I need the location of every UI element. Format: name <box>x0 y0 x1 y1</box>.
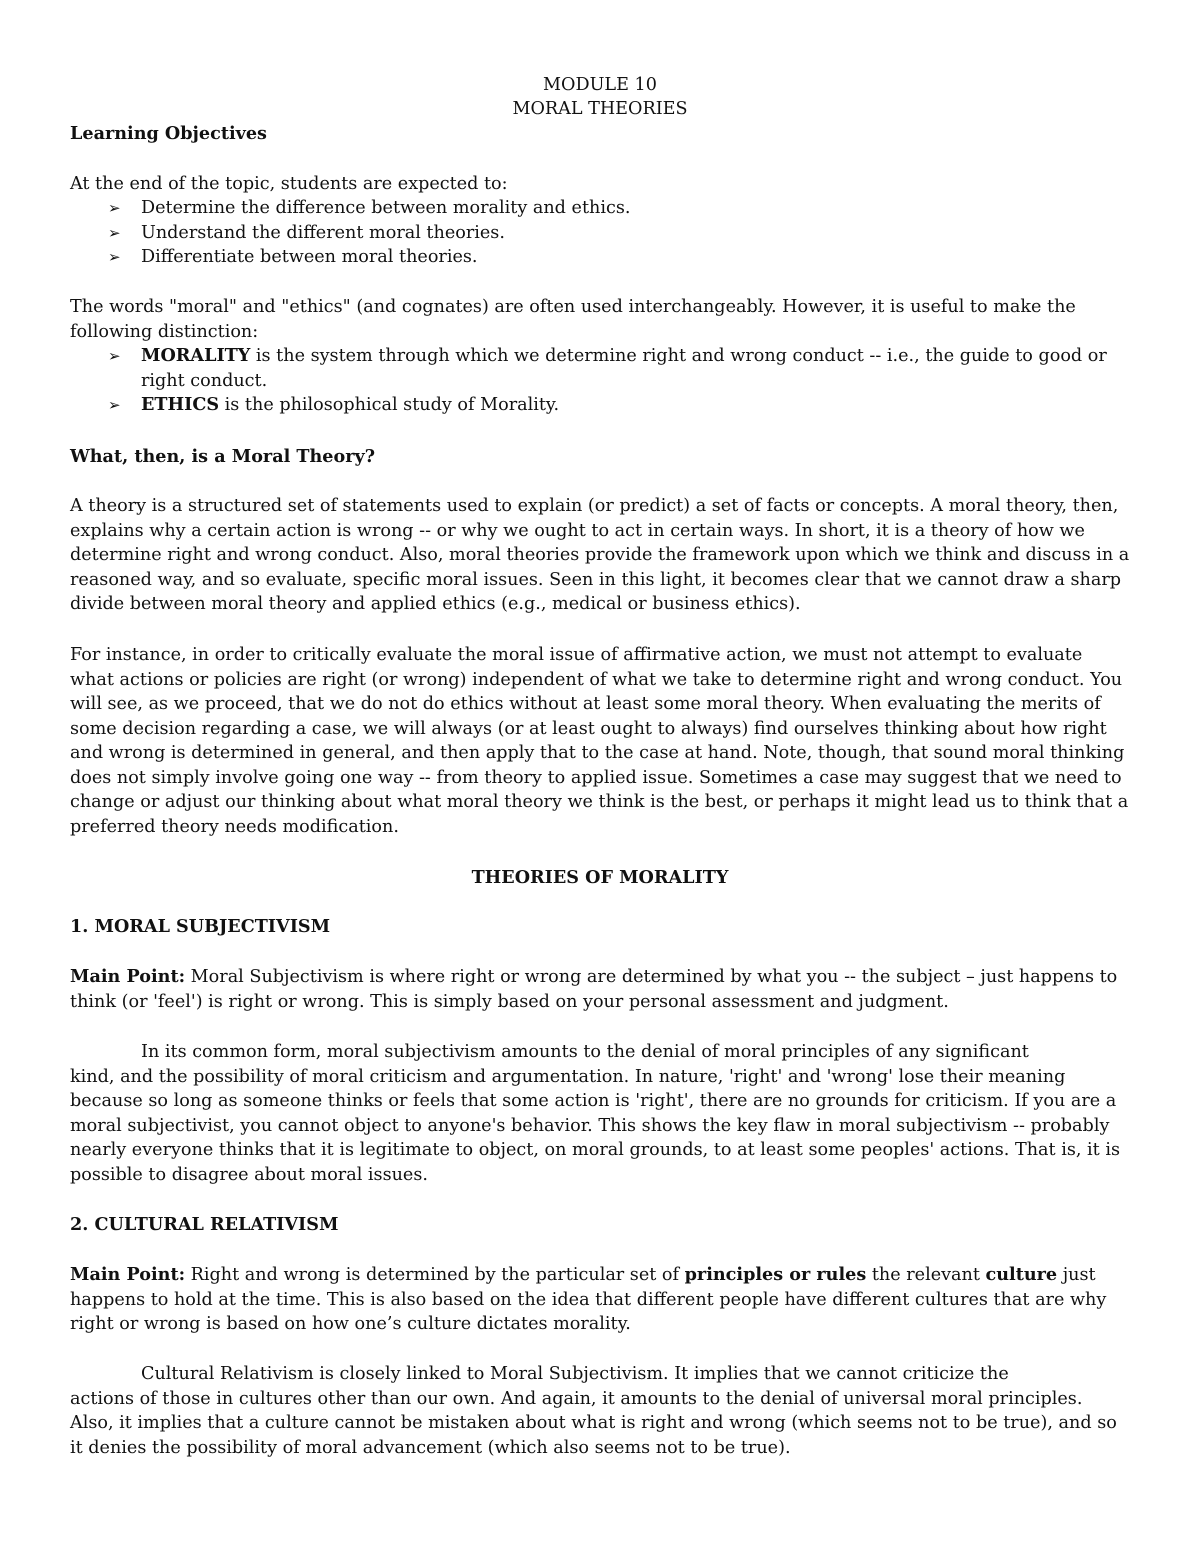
morality-term: MORALITY <box>141 345 251 366</box>
distinction-intro: The words "moral" and "ethics" (and cognates) are often used interchangeably. However, it is useful to make the following distinction: <box>70 297 1076 342</box>
main-point-label: Main Point: <box>70 1264 186 1285</box>
relativism-paragraph: Cultural Relativism is closely linked to Moral Subjectivism. It implies that we cannot criticize the actions of those in cultures other than our own. And again, it amounts to the denial of universal moral principles. Also, it implies that a culture cannot be mistaken about what is right and wrong (which seems not to be true), and so it denies the possibility of moral advancement (which also seems not to be true). <box>70 1364 1117 1458</box>
subjectivism-main-point: Main Point: Moral Subjectivism is where right or wrong are determined by what you -- the subject – just happens to think (or 'feel') is right or wrong. This is simply based on your personal assessment and judgment. <box>70 966 1118 1012</box>
arrow-bullet-icon: ➢ <box>108 199 121 217</box>
learning-objectives-heading: Learning Objectives <box>70 123 267 144</box>
moral-theory-paragraph-2: For instance, in order to critically evaluate the moral issue of affirmative action, we must not attempt to evaluate what actions or policies are right (or wrong) independent of what we take to determine right and wrong conduct. You will see, as we proceed, that we do not do ethics without at least some moral theory. When evaluating the merits of some decision regarding a case, we will always (or at least ought to always) find ourselves thinking about how right and wrong is determined in general, and then apply that to the case at hand. Note, though, that sound moral thinking does not simply involve going one way -- from theory to applied issue. Sometimes a case may suggest that we need to change or adjust our thinking about what moral theory we think is the best, or perhaps it might lead us to think that a preferred theory needs modification. <box>70 645 1129 837</box>
relativism-heading: 2. CULTURAL RELATIVISM <box>70 1214 339 1235</box>
ethics-definition: is the philosophical study of Morality. <box>219 395 560 415</box>
arrow-bullet-icon: ➢ <box>108 223 121 242</box>
morality-definition: is the system through which we determine right and wrong conduct -- i.e., the guide to good or right conduct. <box>141 346 1107 391</box>
subjectivism-heading: 1. MORAL SUBJECTIVISM <box>70 916 331 937</box>
theories-heading: THEORIES OF MORALITY <box>471 867 729 888</box>
module-number: MODULE 10 <box>543 75 657 95</box>
arrow-bullet-icon: ➢ <box>108 248 121 266</box>
relativism-main-point: Main Point: Right and wrong is determined by the particular set of principles or rules the relevant culture just happens to hold at the time. This is also based on the idea that different people have different cultures that are why right or wrong is based on how one’s culture dictates morality. <box>70 1264 1107 1334</box>
moral-theory-paragraph-1: A theory is a structured set of statements used to explain (or predict) a set of facts or concepts. A moral theory, then, explains why a certain action is wrong -- or why we ought to act in certain ways. In short, it is a theory of how we determine right and wrong conduct. Also, moral theories provide the framework upon which we think and discuss in a reasoned way, and so evaluate, specific moral issues. Seen in this light, it becomes clear that we cannot draw a sharp divide between moral theory and applied ethics (e.g., medical or business ethics). <box>70 496 1130 614</box>
arrow-bullet-icon: ➢ <box>108 347 121 365</box>
objectives-intro: At the end of the topic, students are expected to: <box>70 174 508 194</box>
list-item: ➢ Understand the different moral theories. <box>70 221 1130 246</box>
list-item <box>70 344 1130 393</box>
list-item <box>70 393 1130 418</box>
main-point-label: Main Point: <box>70 966 186 987</box>
list-item: ➢ Differentiate between moral theories. <box>70 245 1130 270</box>
moral-theory-heading: What, then, is a Moral Theory? <box>70 446 376 467</box>
definitions-list <box>70 344 1130 418</box>
ethics-term: ETHICS <box>141 394 220 415</box>
objectives-list <box>70 196 1130 270</box>
module-title: MORAL THEORIES <box>512 99 688 119</box>
subjectivism-paragraph: In its common form, moral subjectivism amounts to the denial of moral principles of any significant kind, and the possibility of moral criticism and argumentation. In nature, 'right' and 'wrong' lose their meaning because so long as someone thinks or feels that some action is 'right', there are no grounds for criticism. If you are a moral subjectivist, you cannot object to anyone's behavior. This shows the key flaw in moral subjectivism -- probably nearly everyone thinks that it is legitimate to object, on moral grounds, to at least some peoples' actions. That is, it is possible to disagree about moral issues. <box>70 1042 1120 1185</box>
arrow-bullet-icon: ➢ <box>108 396 121 414</box>
list-item: ➢ Determine the difference between morality and ethics. <box>70 196 1130 221</box>
